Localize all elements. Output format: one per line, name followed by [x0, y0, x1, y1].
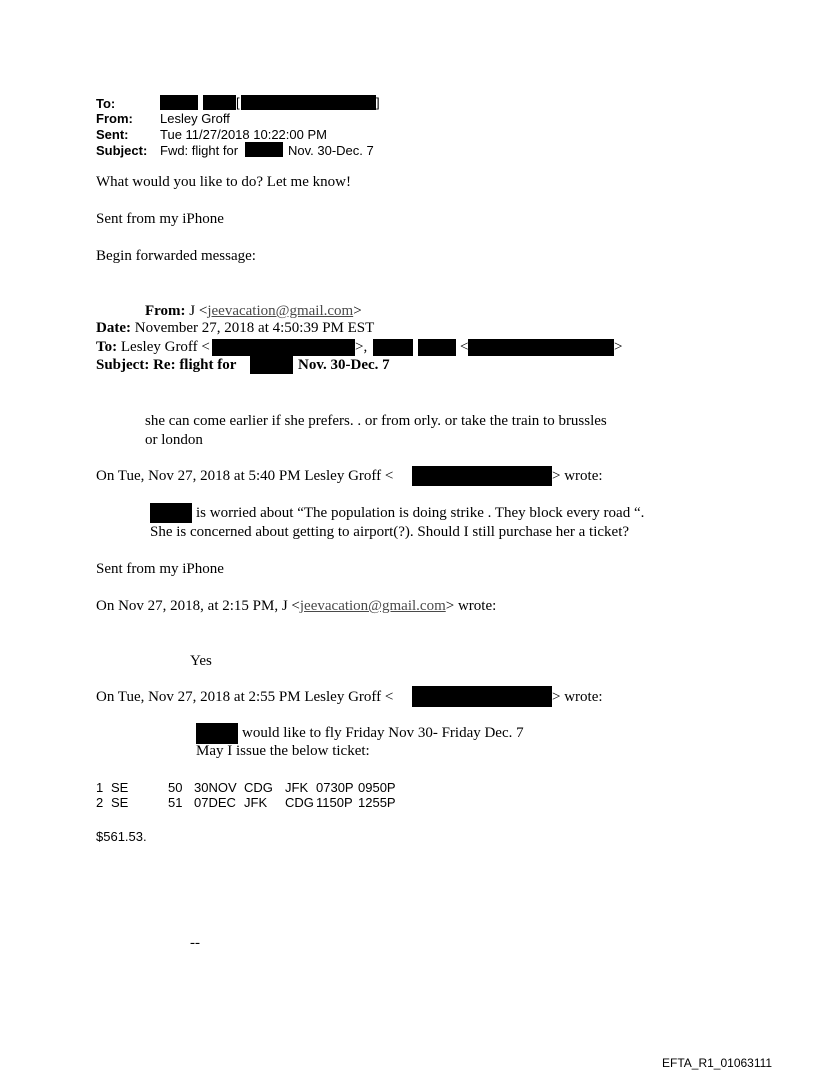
quote-header: On Tue, Nov 27, 2018 at 2:55 PM Lesley Groff < [96, 689, 394, 705]
subject-prefix: Fwd: flight for [160, 143, 239, 158]
fwd-date-line [96, 320, 374, 337]
redaction-box [245, 142, 283, 157]
itinerary-date: 30NOV [194, 780, 237, 795]
itinerary-airline: SE [111, 795, 129, 810]
itinerary-to: JFK [285, 780, 309, 795]
reply-line: she can come earlier if she prefers. . or from orly. or take the train to brussles [145, 413, 607, 429]
fwd-subject-suffix: Nov. 30-Dec. 7 [298, 357, 390, 373]
quote-line: May I issue the below ticket: [196, 743, 370, 759]
redaction-box [196, 723, 238, 744]
itinerary-airline: SE [111, 780, 129, 795]
itinerary-seg: 1 [96, 780, 104, 795]
redaction-box [150, 503, 192, 523]
fwd-date-label: Date: [96, 320, 131, 336]
redaction-box [203, 95, 236, 110]
itinerary-from: JFK [244, 795, 268, 810]
signature-separator: -- [190, 935, 200, 951]
fwd-from-close: > [353, 303, 362, 319]
itinerary-flight: 50 [168, 780, 183, 795]
fwd-subject-label: Subject: Re: flight for [96, 357, 237, 373]
itinerary-seg: 2 [96, 795, 104, 810]
itinerary-flight: 51 [168, 795, 183, 810]
from-value: Lesley Groff [160, 111, 230, 126]
redaction-box [418, 339, 456, 356]
sent-value: Tue 11/27/2018 10:22:00 PM [160, 127, 327, 142]
body-line: What would you like to do? Let me know! [96, 174, 351, 190]
redaction-box [250, 356, 293, 374]
quote-reply-yes: Yes [190, 653, 212, 669]
quote-header: On Tue, Nov 27, 2018 at 5:40 PM Lesley Groff < [96, 468, 394, 484]
fwd-from-line [145, 303, 362, 320]
fwd-to-lt: < [460, 339, 469, 355]
fwd-date-value: November 27, 2018 at 4:50:39 PM EST [134, 320, 375, 336]
itinerary-arr: 0950P [358, 780, 396, 795]
redaction-box [412, 466, 552, 486]
fwd-from-email-link[interactable]: jeevacation@gmail.com [207, 303, 354, 319]
itinerary-to: CDG [285, 795, 314, 810]
quote-line: is worried about “The population is doing strike . They block every road “. [196, 505, 645, 521]
reply-line: or london [145, 432, 203, 448]
fwd-to-gt: > [614, 339, 623, 355]
to-label: To: [96, 96, 116, 111]
bates-number: EFTA_R1_01063111 [662, 1056, 773, 1070]
subject-suffix: Nov. 30-Dec. 7 [288, 143, 374, 158]
redaction-box [160, 95, 198, 110]
quote-line: would like to fly Friday Nov 30- Friday Dec. 7 [242, 725, 524, 741]
quote-header-suffix: > wrote: [552, 689, 603, 705]
redaction-box [212, 339, 355, 356]
redaction-box [241, 95, 376, 110]
sent-from-iphone: Sent from my iPhone [96, 211, 224, 227]
quote-line: She is concerned about getting to airport(?). Should I still purchase her a ticket? [150, 524, 630, 540]
price: $561.53. [96, 829, 147, 844]
quote-header [96, 598, 496, 615]
redaction-box [468, 339, 614, 356]
itinerary-from: CDG [244, 780, 273, 795]
begin-forwarded: Begin forwarded message: [96, 248, 256, 264]
sent-label: Sent: [96, 127, 129, 142]
sent-from-iphone: Sent from my iPhone [96, 561, 224, 577]
fwd-to-sep: >, [355, 339, 368, 355]
quote-header-suffix: > wrote: [445, 598, 497, 614]
from-label: From: [96, 111, 133, 126]
itinerary-date: 07DEC [194, 795, 236, 810]
fwd-to-value: Lesley Groff < [120, 339, 210, 355]
redaction-box [412, 686, 552, 707]
itinerary-dep: 1150P [316, 795, 353, 810]
quote-header-suffix: > wrote: [552, 468, 603, 484]
fwd-to-label: To: [96, 339, 118, 355]
subject-label: Subject: [96, 143, 148, 158]
bracket-close: ] [376, 95, 380, 110]
fwd-to-line [96, 339, 210, 356]
itinerary-dep: 0730P [316, 780, 354, 795]
fwd-from-label: From: [145, 303, 186, 319]
fwd-from-name: J < [189, 303, 208, 319]
redaction-box [373, 339, 413, 356]
bracket-open: [ [236, 95, 240, 110]
itinerary-arr: 1255P [358, 795, 396, 810]
quote-header-prefix: On Nov 27, 2018, at 2:15 PM, J < [96, 598, 300, 614]
quote-email-link[interactable]: jeevacation@gmail.com [299, 598, 446, 614]
